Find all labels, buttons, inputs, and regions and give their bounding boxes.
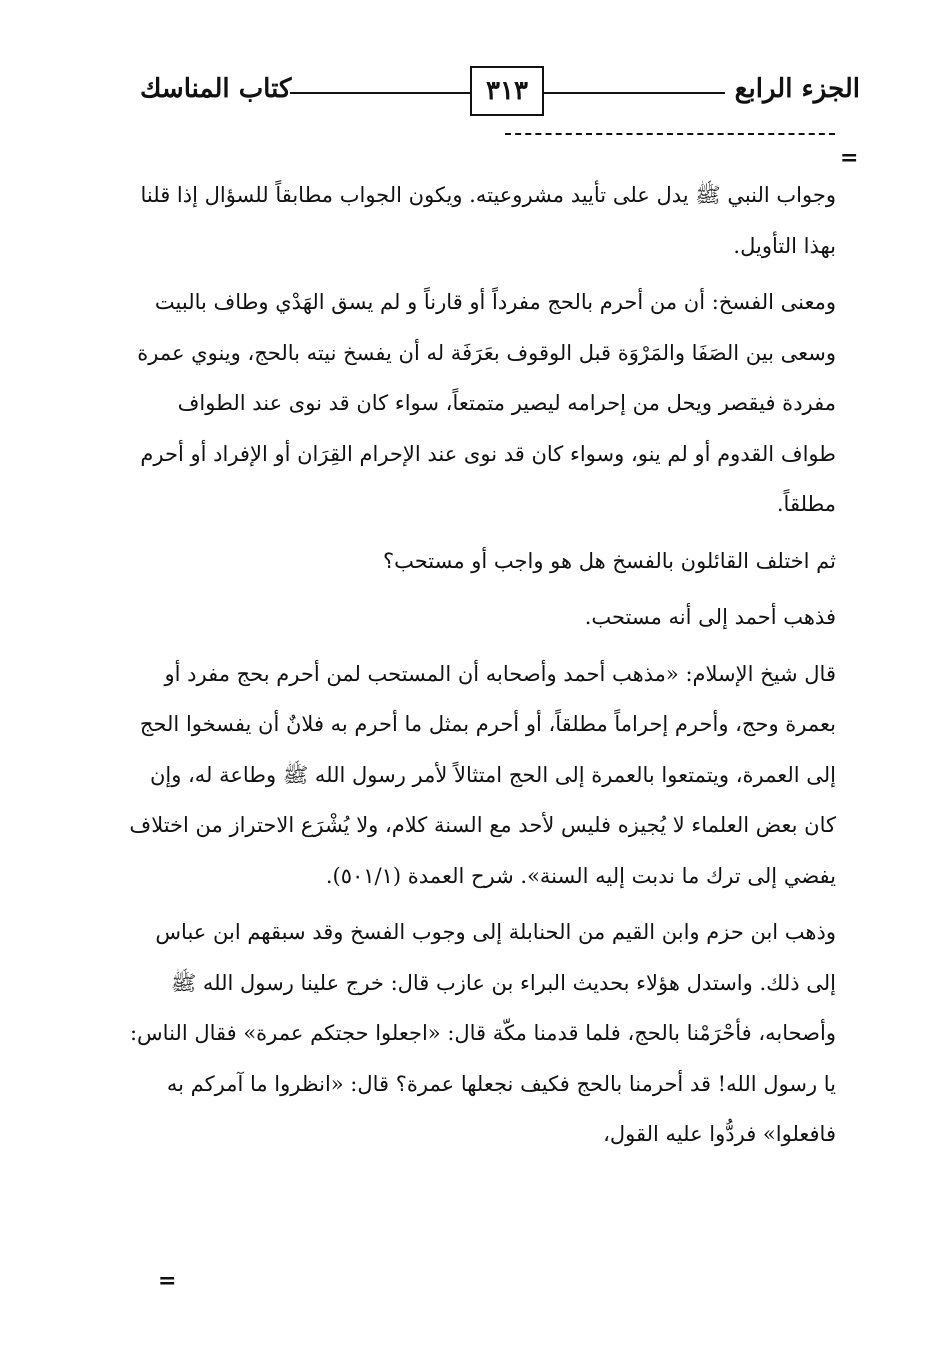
page-number: ٣١٣	[470, 66, 544, 116]
continuation-mark-bottom: =	[158, 1268, 177, 1294]
paragraph: ومعنى الفسخ: أن من أحرم بالحج مفرداً أو قارناً و لم يسق الهَدْي وطاف بالبيت وسعى بين الصَفَا والمَرْوَة قبل الوقوف بعَرَفَة له أن يفسخ نيته بالحج، وينوي عمرة مفردة فيقصر ويحل من إحرامه ليصير متمتعاً، سواء كان قد نوى عند الطواف طواف القدوم أو لم ينو، وسواء كان قد نوى عند الإحرام القِرَان أو الإفراد أو أحرم مطلقاً.	[137, 290, 836, 516]
header-dashed-rule	[505, 133, 835, 135]
paragraph: وجواب النبي ﷺ يدل على تأييد مشروعيته. ويكون الجواب مطابقاً للسؤال إذا قلنا بهذا التأويل.	[140, 183, 836, 258]
paragraph: وذهب ابن حزم وابن القيم من الحنابلة إلى وجوب الفسخ وقد سبقهم ابن عباس إلى ذلك. واستدل هؤلاء بحديث البراء بن عازب قال: خرج علينا رسول الله ﷺ وأصحابه، فأحْرَمْنا بالحج، فلما قدمنا مكّة قال: «اجعلوا حجتكم عمرة» فقال الناس: يا رسول الله! قد أحرمنا بالحج فكيف نجعلها عمرة؟ قال: «انظروا ما آمركم به فافعلوا» فردُّوا عليه القول،	[129, 920, 836, 1146]
part-label: الجزء الرابع	[734, 74, 860, 104]
header-rule-right	[535, 92, 725, 94]
paragraph: ثم اختلف القائلون بالفسخ هل هو واجب أو مستحب؟	[382, 548, 836, 573]
book-title: كتاب المناسك	[140, 74, 292, 104]
paragraph: قال شيخ الإسلام: «مذهب أحمد وأصحابه أن المستحب لمن أحرم بحج مفرد أو بعمرة وحج، وأحرم إحراماً مطلقاً، أو أحرم بمثل ما أحرم به فلانٌ أن يفسخوا الحج إلى العمرة، ويتمتعوا بالعمرة إلى الحج امتثالاً لأمر رسول الله ﷺ وطاعة له، وإن كان بعض العلماء لا يُجيزه فليس لأحد مع السنة كلام، ولا يُشْرَع الاحتراز من اختلاف يفضي إلى ترك ما ندبت إليه السنة». شرح العمدة (٥٠١/١).	[129, 661, 836, 888]
main-text	[120, 170, 836, 1160]
paragraph: فذهب أحمد إلى أنه مستحب.	[584, 605, 836, 629]
continuation-mark-top: =	[840, 145, 859, 171]
page-header	[140, 66, 860, 126]
